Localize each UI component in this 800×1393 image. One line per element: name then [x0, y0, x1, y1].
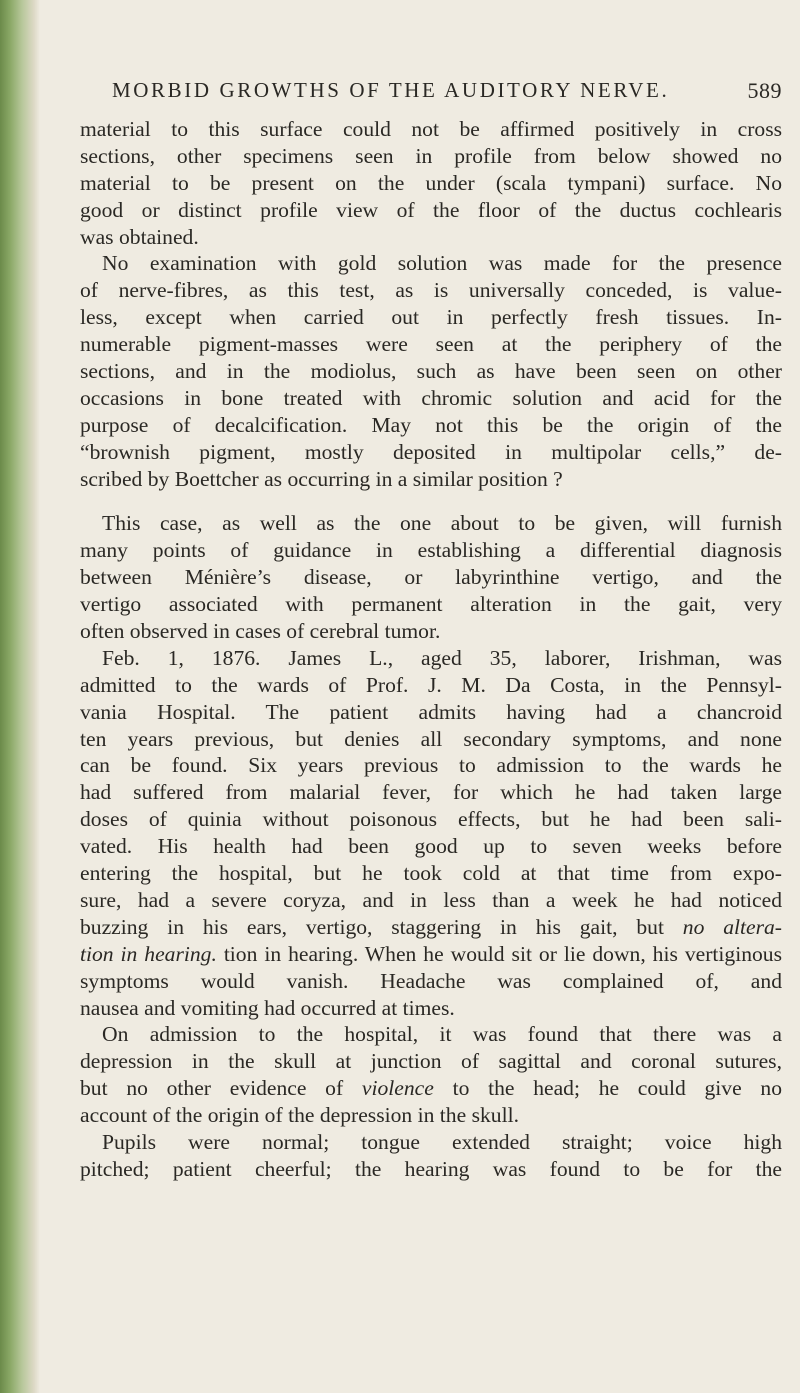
- text-line: account of the origin of the depression in the skull.: [80, 1103, 519, 1128]
- text-line: pitched; patient cheerful; the hearing was found to be for the: [80, 1156, 782, 1181]
- body-text: [80, 116, 782, 1183]
- text-line: between Ménière’s disease, or labyrinthine vertigo, and the: [80, 565, 782, 590]
- text-line: doses of quinia without poisonous effects, but he had been sali-: [80, 807, 782, 832]
- text-line: less, except when carried out in perfectly fresh tissues. In-: [80, 305, 782, 330]
- text-line: many points of guidance in establishing a differential diagnosis: [80, 538, 782, 563]
- text-line: ten years previous, but denies all secondary symptoms, and none: [80, 726, 782, 751]
- text-line: nausea and vomiting had occurred at times.: [80, 995, 455, 1020]
- text-line: admitted to the wards of Prof. J. M. Da Costa, in the Pennsyl-: [80, 672, 782, 697]
- text-line: occasions in bone treated with chromic solution and acid for the: [80, 385, 782, 410]
- text-line: symptoms would vanish. Headache was complained of, and: [80, 968, 782, 993]
- text-line: material to this surface could not be affirmed positively in cross: [80, 117, 782, 141]
- text-line: [80, 914, 782, 941]
- paragraph-gap: [80, 492, 782, 510]
- text-line: of nerve-fibres, as this test, as is universally conceded, is value-: [80, 278, 782, 303]
- text-line: entering the hospital, but he took cold at that time from expo-: [80, 861, 782, 886]
- text-line: had suffered from malarial fever, for which he had taken large: [80, 780, 782, 805]
- text-line: purpose of decalcification. May not this be the origin of the: [80, 412, 782, 437]
- text-line: vated. His health had been good up to seven weeks before: [80, 834, 782, 859]
- running-title: MORBID GROWTHS OF THE AUDITORY NERVE.: [112, 78, 670, 102]
- book-page: [80, 0, 782, 1393]
- text-line: Feb. 1, 1876. James L., aged 35, laborer, Irishman, was: [102, 645, 782, 670]
- italic-text: tion in hearing.: [80, 941, 217, 966]
- text-line: sections, and in the modiolus, such as have been seen on other: [80, 359, 782, 384]
- text-segment: to the head; he could give no: [452, 1076, 782, 1101]
- text-line: numerable pigment-masses were seen at the periphery of the: [80, 332, 782, 357]
- running-head: [112, 78, 782, 108]
- text-line: often observed in cases of cerebral tumor.: [80, 619, 441, 644]
- text-segment: but no other evidence of: [80, 1076, 344, 1101]
- text-line: [80, 941, 782, 968]
- text-line: Pupils were normal; tongue extended straight; voice high: [102, 1129, 782, 1154]
- text-line: vertigo associated with permanent alteration in the gait, very: [80, 592, 782, 617]
- text-line: vania Hospital. The patient admits having had a chancroid: [80, 699, 782, 724]
- text-line: No examination with gold solution was made for the presence: [102, 251, 782, 276]
- text-line: depression in the skull at junction of sagittal and coronal sutures,: [80, 1049, 782, 1074]
- text-line: “brownish pigment, mostly deposited in multipolar cells,” de-: [80, 439, 782, 464]
- text-line: good or distinct profile view of the floor of the ductus cochlearis: [80, 197, 782, 222]
- book-binding-edge: [0, 0, 40, 1393]
- text-segment: tion in hearing. When he would sit or lie down, his vertiginous: [223, 941, 782, 966]
- text-line: material to be present on the under (scala tympani) surface. No: [80, 170, 782, 195]
- text-line: sections, other specimens seen in profile from below showed no: [80, 143, 782, 168]
- text-line: was obtained.: [80, 224, 199, 249]
- text-line: scribed by Boettcher as occurring in a similar position ?: [80, 466, 563, 491]
- text-line: [80, 1075, 782, 1102]
- text-line: On admission to the hospital, it was found that there was a: [102, 1022, 782, 1047]
- page-number: 589: [747, 78, 782, 103]
- italic-text: no altera-: [682, 914, 783, 939]
- italic-text: violence: [361, 1076, 434, 1101]
- text-line: This case, as well as the one about to be given, will furnish: [102, 511, 782, 536]
- text-line: can be found. Six years previous to admission to the wards he: [80, 753, 782, 778]
- text-line: sure, had a severe coryza, and in less than a week he had noticed: [80, 887, 782, 912]
- text-segment: buzzing in his ears, vertigo, staggering in his gait, but: [80, 914, 664, 939]
